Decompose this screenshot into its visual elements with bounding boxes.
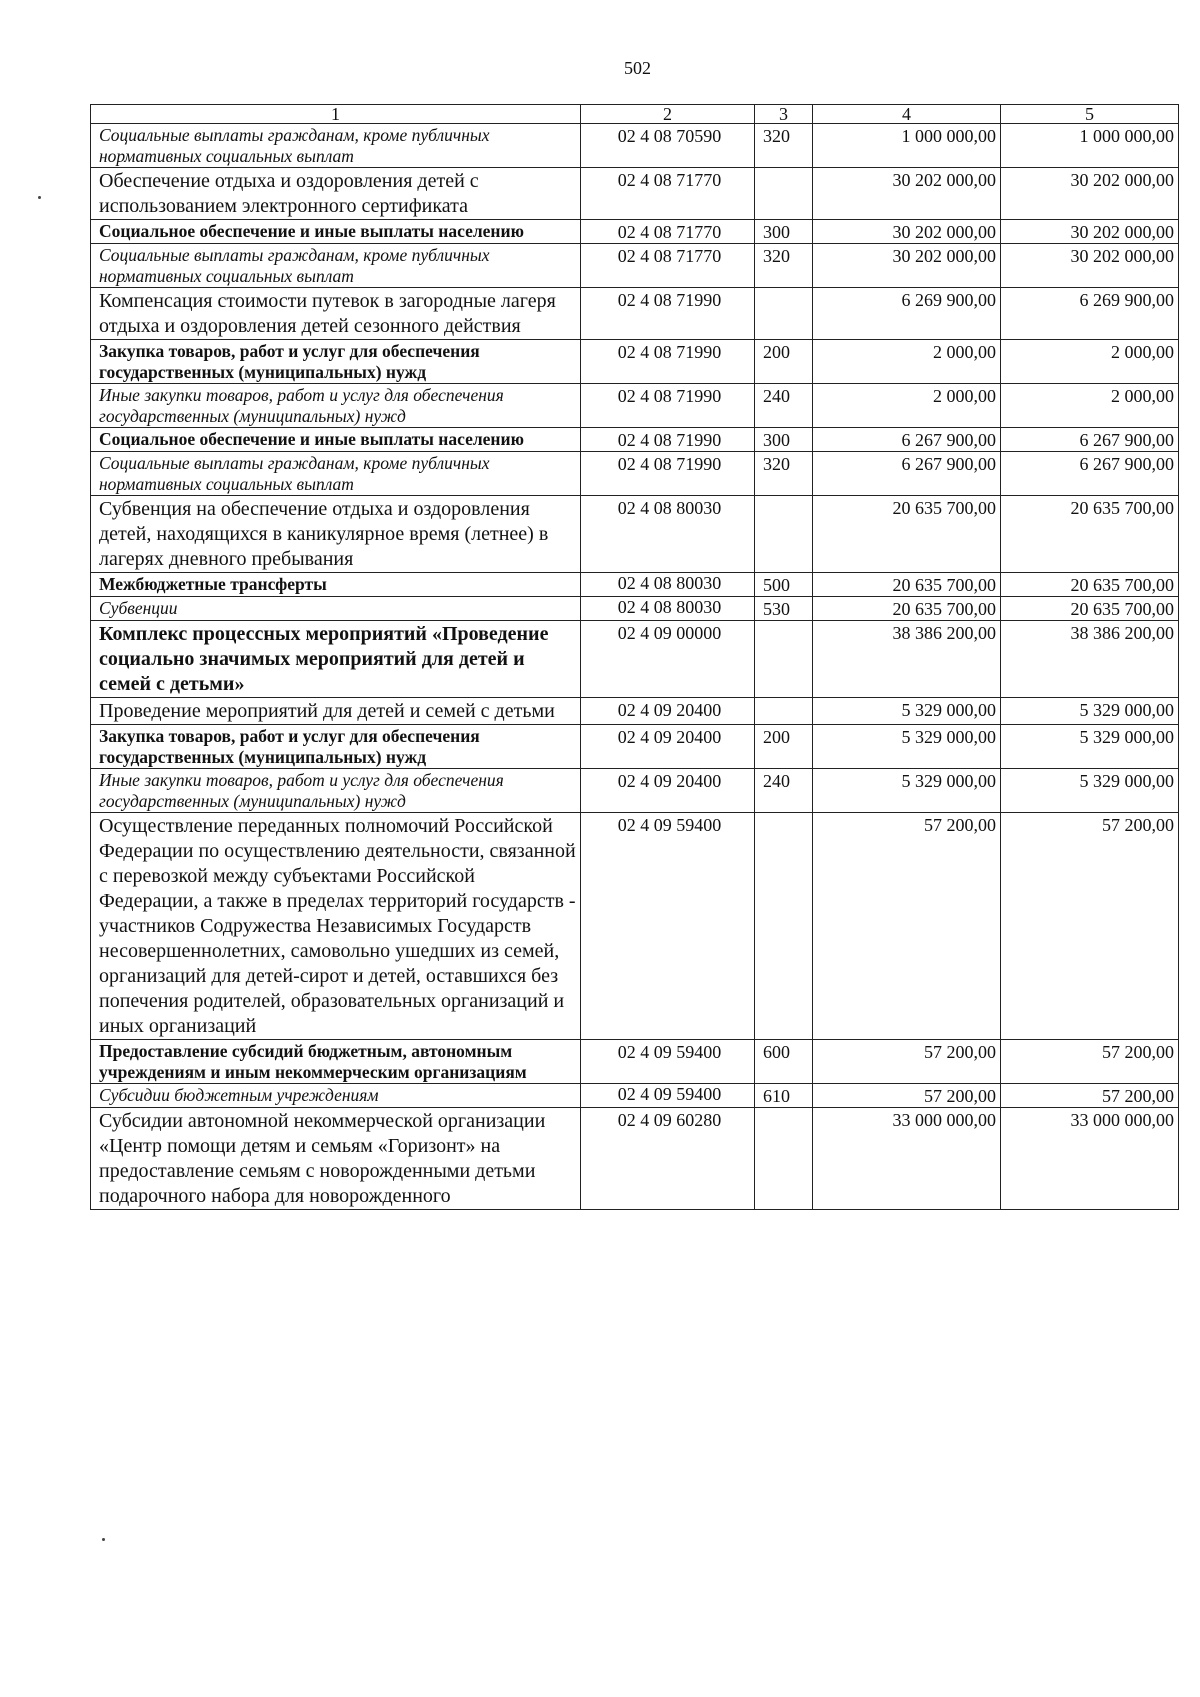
table-row (91, 496, 1179, 573)
row-name: Проведение мероприятий для детей и семей с детьми (91, 698, 581, 725)
row-target-code: 02 4 08 80030 (581, 597, 755, 621)
row-expense-type: 610 (755, 1084, 813, 1108)
row-amount-col4: 5 329 000,00 (813, 769, 1001, 813)
row-target-code: 02 4 09 60280 (581, 1108, 755, 1210)
row-target-code: 02 4 09 59400 (581, 1040, 755, 1084)
table-row (91, 340, 1179, 384)
row-amount-col5: 57 200,00 (1001, 1040, 1179, 1084)
row-target-code: 02 4 08 71770 (581, 220, 755, 244)
row-amount-col4: 20 635 700,00 (813, 573, 1001, 597)
row-amount-col4: 20 635 700,00 (813, 496, 1001, 573)
row-target-code: 02 4 09 20400 (581, 769, 755, 813)
row-target-code: 02 4 08 71990 (581, 288, 755, 340)
row-expense-type: 200 (755, 340, 813, 384)
row-expense-type: 320 (755, 244, 813, 288)
row-amount-col4: 5 329 000,00 (813, 698, 1001, 725)
column-header-4: 4 (813, 105, 1001, 124)
column-header-2: 2 (581, 105, 755, 124)
table-row (91, 428, 1179, 452)
row-amount-col4: 57 200,00 (813, 1040, 1001, 1084)
table-row (91, 168, 1179, 220)
scan-speck (38, 196, 41, 199)
row-target-code: 02 4 08 71770 (581, 244, 755, 288)
row-expense-type: 530 (755, 597, 813, 621)
row-amount-col5: 30 202 000,00 (1001, 220, 1179, 244)
row-amount-col4: 6 269 900,00 (813, 288, 1001, 340)
row-target-code: 02 4 08 71990 (581, 428, 755, 452)
row-amount-col5: 5 329 000,00 (1001, 698, 1179, 725)
row-target-code: 02 4 09 20400 (581, 725, 755, 769)
row-amount-col5: 30 202 000,00 (1001, 244, 1179, 288)
row-expense-type: 300 (755, 428, 813, 452)
table-row (91, 813, 1179, 1040)
table-body (91, 124, 1179, 1210)
row-target-code: 02 4 08 71990 (581, 384, 755, 428)
row-name: Социальные выплаты гражданам, кроме публичных нормативных социальных выплат (91, 124, 581, 168)
row-amount-col5: 20 635 700,00 (1001, 573, 1179, 597)
row-amount-col4: 5 329 000,00 (813, 725, 1001, 769)
row-target-code: 02 4 08 71770 (581, 168, 755, 220)
row-amount-col4: 38 386 200,00 (813, 621, 1001, 698)
scan-speck (102, 1538, 105, 1541)
row-expense-type: 600 (755, 1040, 813, 1084)
row-target-code: 02 4 08 80030 (581, 496, 755, 573)
row-amount-col5: 57 200,00 (1001, 1084, 1179, 1108)
row-target-code: 02 4 08 71990 (581, 340, 755, 384)
row-amount-col5: 2 000,00 (1001, 340, 1179, 384)
row-amount-col5: 6 269 900,00 (1001, 288, 1179, 340)
row-expense-type: 240 (755, 384, 813, 428)
table-row (91, 769, 1179, 813)
row-name: Предоставление субсидий бюджетным, автономным учреждениям и иным некоммерческим организациям (91, 1040, 581, 1084)
row-amount-col5: 38 386 200,00 (1001, 621, 1179, 698)
row-expense-type (755, 621, 813, 698)
row-amount-col4: 6 267 900,00 (813, 452, 1001, 496)
table-row (91, 597, 1179, 621)
row-amount-col5: 5 329 000,00 (1001, 769, 1179, 813)
row-amount-col5: 33 000 000,00 (1001, 1108, 1179, 1210)
table-row (91, 1084, 1179, 1108)
row-expense-type (755, 813, 813, 1040)
budget-table (90, 104, 1179, 1210)
row-amount-col5: 20 635 700,00 (1001, 496, 1179, 573)
row-name: Социальное обеспечение и иные выплаты населению (91, 428, 581, 452)
table-row (91, 725, 1179, 769)
row-name: Субвенции (91, 597, 581, 621)
row-amount-col4: 33 000 000,00 (813, 1108, 1001, 1210)
row-amount-col5: 1 000 000,00 (1001, 124, 1179, 168)
row-target-code: 02 4 09 59400 (581, 813, 755, 1040)
row-name: Закупка товаров, работ и услуг для обеспечения государственных (муниципальных) нужд (91, 725, 581, 769)
column-header-5: 5 (1001, 105, 1179, 124)
row-expense-type (755, 288, 813, 340)
table-row (91, 124, 1179, 168)
row-amount-col4: 6 267 900,00 (813, 428, 1001, 452)
table-row (91, 573, 1179, 597)
row-name: Компенсация стоимости путевок в загородные лагеря отдыха и оздоровления детей сезонного действия (91, 288, 581, 340)
row-amount-col4: 57 200,00 (813, 813, 1001, 1040)
table-row (91, 1040, 1179, 1084)
table-row (91, 1108, 1179, 1210)
row-name: Социальные выплаты гражданам, кроме публичных нормативных социальных выплат (91, 244, 581, 288)
row-expense-type (755, 496, 813, 573)
row-name: Комплекс процессных мероприятий «Проведение социально значимых мероприятий для детей и семей с детьми» (91, 621, 581, 698)
table-row (91, 621, 1179, 698)
row-name: Иные закупки товаров, работ и услуг для обеспечения государственных (муниципальных) нужд (91, 384, 581, 428)
row-target-code: 02 4 09 59400 (581, 1084, 755, 1108)
row-expense-type (755, 698, 813, 725)
row-target-code: 02 4 08 80030 (581, 573, 755, 597)
row-expense-type: 240 (755, 769, 813, 813)
row-amount-col4: 30 202 000,00 (813, 220, 1001, 244)
row-name: Закупка товаров, работ и услуг для обеспечения государственных (муниципальных) нужд (91, 340, 581, 384)
table-row (91, 244, 1179, 288)
row-name: Иные закупки товаров, работ и услуг для обеспечения государственных (муниципальных) нужд (91, 769, 581, 813)
column-header-3: 3 (755, 105, 813, 124)
table-row (91, 384, 1179, 428)
row-target-code: 02 4 08 70590 (581, 124, 755, 168)
row-amount-col5: 2 000,00 (1001, 384, 1179, 428)
row-name: Социальные выплаты гражданам, кроме публичных нормативных социальных выплат (91, 452, 581, 496)
row-amount-col5: 6 267 900,00 (1001, 428, 1179, 452)
row-target-code: 02 4 09 00000 (581, 621, 755, 698)
row-expense-type: 300 (755, 220, 813, 244)
page-number: 502 (624, 58, 651, 78)
row-name: Обеспечение отдыха и оздоровления детей с использованием электронного сертификата (91, 168, 581, 220)
row-amount-col4: 1 000 000,00 (813, 124, 1001, 168)
row-expense-type: 200 (755, 725, 813, 769)
column-header-1: 1 (91, 105, 581, 124)
row-expense-type: 500 (755, 573, 813, 597)
row-amount-col5: 20 635 700,00 (1001, 597, 1179, 621)
row-name: Субсидии автономной некоммерческой организации «Центр помощи детям и семьям «Горизонт» на предоставление семьям с новорожденными детьми подарочного набора для новорожденного (91, 1108, 581, 1210)
row-amount-col4: 30 202 000,00 (813, 244, 1001, 288)
row-amount-col5: 5 329 000,00 (1001, 725, 1179, 769)
row-name: Субсидии бюджетным учреждениям (91, 1084, 581, 1108)
row-amount-col5: 30 202 000,00 (1001, 168, 1179, 220)
row-amount-col5: 6 267 900,00 (1001, 452, 1179, 496)
row-amount-col4: 2 000,00 (813, 384, 1001, 428)
row-expense-type: 320 (755, 452, 813, 496)
table-row (91, 220, 1179, 244)
row-amount-col5: 57 200,00 (1001, 813, 1179, 1040)
row-name: Социальное обеспечение и иные выплаты населению (91, 220, 581, 244)
row-expense-type (755, 168, 813, 220)
row-target-code: 02 4 08 71990 (581, 452, 755, 496)
table-row (91, 452, 1179, 496)
row-amount-col4: 2 000,00 (813, 340, 1001, 384)
row-expense-type (755, 1108, 813, 1210)
row-target-code: 02 4 09 20400 (581, 698, 755, 725)
row-amount-col4: 57 200,00 (813, 1084, 1001, 1108)
row-name: Субвенция на обеспечение отдыха и оздоровления детей, находящихся в каникулярное время (летнее) в лагерях дневного пребывания (91, 496, 581, 573)
table-row (91, 288, 1179, 340)
row-amount-col4: 20 635 700,00 (813, 597, 1001, 621)
table-row (91, 698, 1179, 725)
row-expense-type: 320 (755, 124, 813, 168)
row-name: Межбюджетные трансферты (91, 573, 581, 597)
row-name: Осуществление переданных полномочий Российской Федерации по осуществлению деятельности, связанной с перевозкой между субъектами Российской Федерации, а также в пределах территорий государств - участников Содружества Независимых Государств несовершеннолетних, самовольно ушедших из семей, организаций для детей-сирот и детей, оставшихся без попечения родителей, образовательных организаций и иных организаций (91, 813, 581, 1040)
column-number-row (91, 105, 1179, 124)
row-amount-col4: 30 202 000,00 (813, 168, 1001, 220)
